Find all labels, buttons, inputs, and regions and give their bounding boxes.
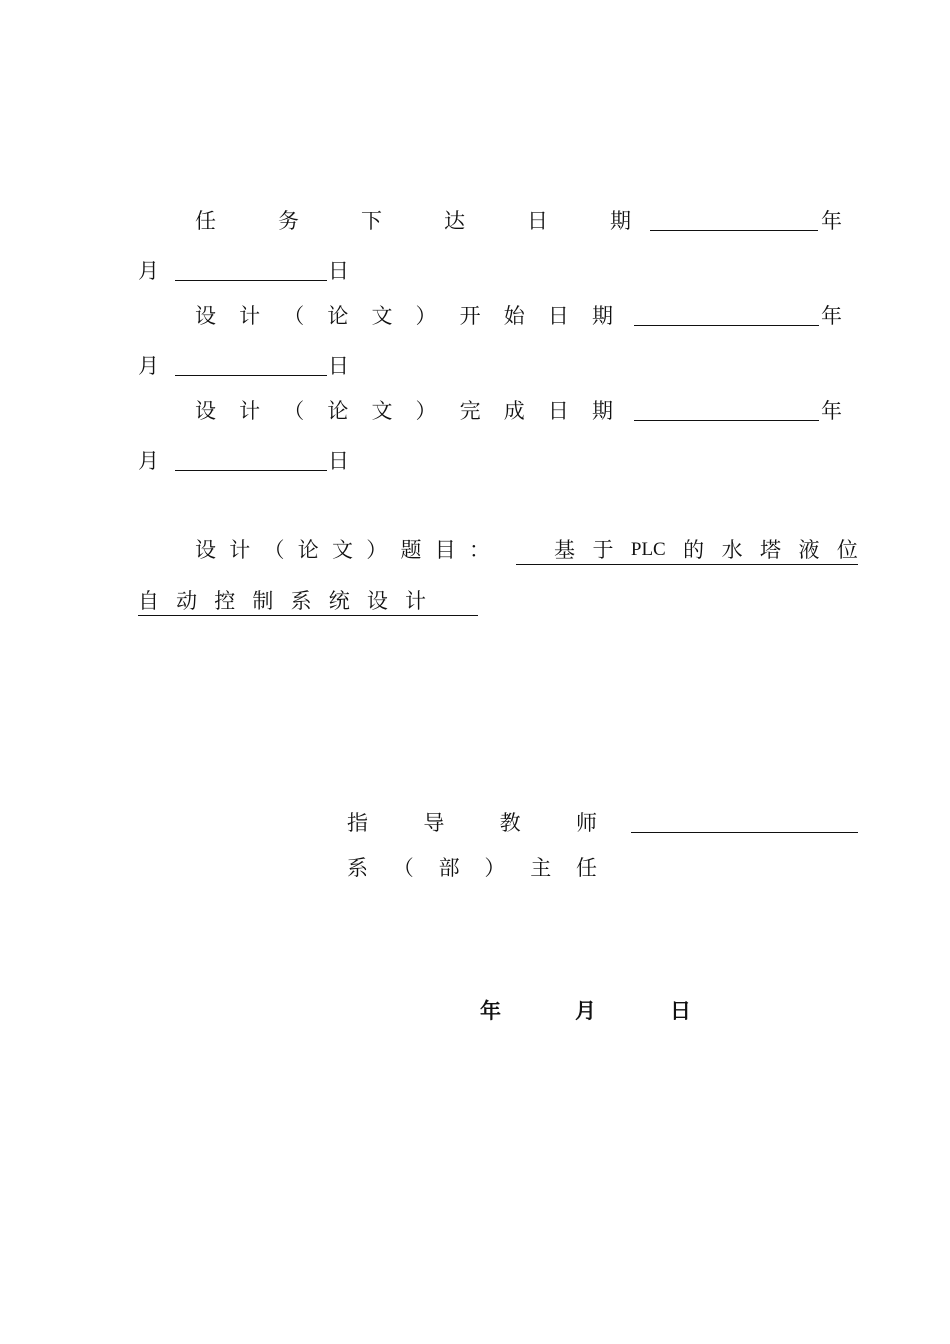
dept-head-label: 系 （ 部 ） 主 任: [347, 856, 597, 880]
issue-date-label: 任 务 下 达 日 期: [195, 209, 631, 233]
topic-line-1: 基 于 PLC 的 水 塔 液 位: [516, 540, 858, 565]
start-date-year-unit: 年: [821, 304, 842, 328]
finish-date-year-blank[interactable]: [634, 420, 819, 421]
footer-year: 年: [480, 998, 501, 1023]
char: 任: [195, 209, 216, 233]
footer-month: 月: [575, 998, 596, 1023]
finish-date-year-unit: 年: [821, 399, 842, 423]
finish-date-month-blank[interactable]: [175, 470, 327, 471]
start-date-day-unit: 日: [328, 354, 349, 378]
advisor-label: 指 导 教 师: [347, 811, 597, 835]
finish-date-label: 设 计 （ 论 文 ） 完 成 日 期: [195, 399, 613, 423]
advisor-signature-blank[interactable]: [631, 832, 858, 833]
issue-date-day-unit: 日: [328, 259, 349, 283]
start-date-label: 设 计 （ 论 文 ） 开 始 日 期: [195, 304, 613, 328]
issue-date-year-blank[interactable]: [650, 230, 818, 231]
topic-label: 设 计 （ 论 文 ） 题 目 ：: [195, 538, 490, 562]
start-date-year-blank[interactable]: [634, 325, 819, 326]
footer-day: 日: [670, 998, 691, 1023]
topic-line-2: 自 动 控 制 系 统 设 计: [138, 591, 478, 616]
issue-date-month-unit: 月: [138, 259, 159, 283]
issue-date-month-blank[interactable]: [175, 280, 327, 281]
start-date-month-unit: 月: [138, 354, 159, 378]
finish-date-month-unit: 月: [138, 449, 159, 473]
finish-date-day-unit: 日: [328, 449, 349, 473]
start-date-month-blank[interactable]: [175, 375, 327, 376]
issue-date-year-unit: 年: [821, 209, 842, 233]
